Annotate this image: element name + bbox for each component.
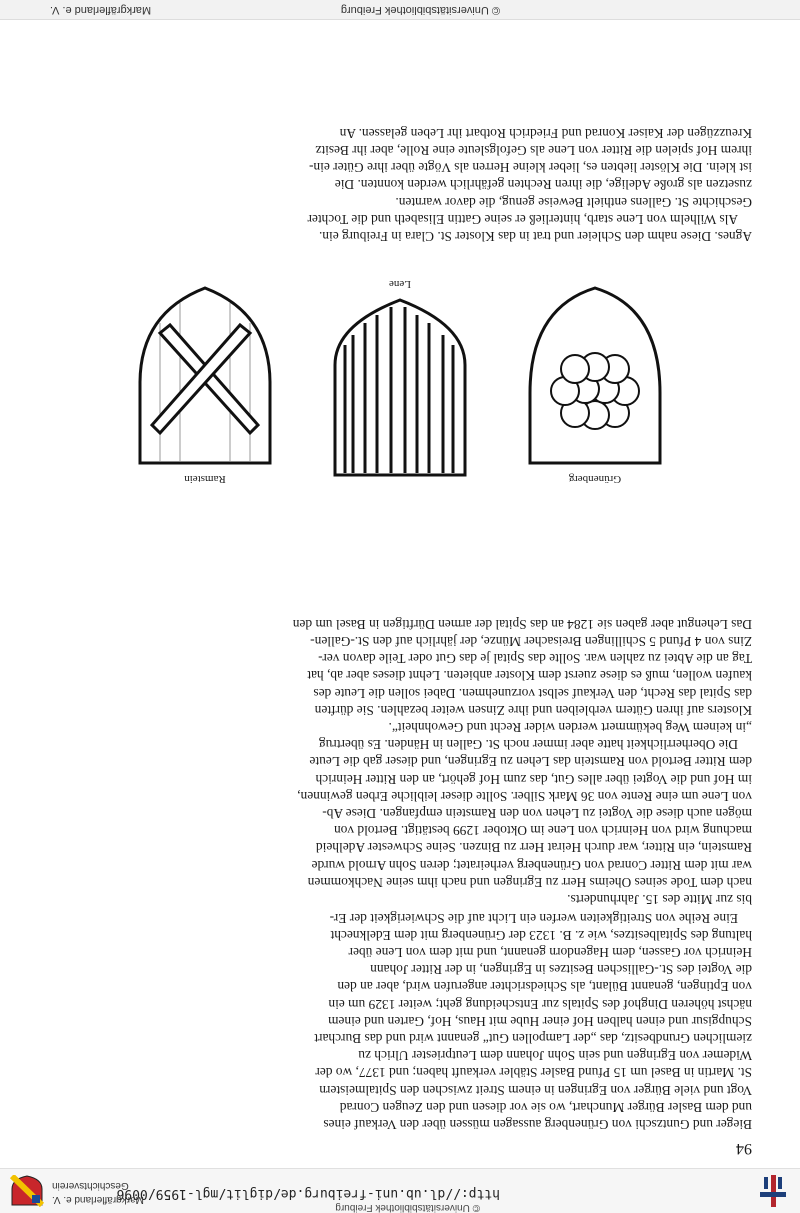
caption-ramstein: Ramstein — [184, 473, 226, 485]
text-line: Kreuzzügen der Kaiser Konrad und Friedrich Rotbart ihr Leben gelassen. An — [339, 125, 752, 141]
text-line: ziemlichen Grundbesitz, das „der Lampollen Gut“ genannt wird und das Burchart — [314, 1030, 752, 1046]
text-line: Widemer von Egringen und sein Sohn Johann dem Leutpriester Ulrich zu — [358, 1048, 752, 1064]
text-line: von Eptingen, genannt Bülant, als Schiedsrichter angerufen wird, aber an den — [337, 979, 752, 995]
text-block-bottom — [48, 125, 752, 245]
text-line: St. Martin in Basel um 15 Pfund Basler Stäbler verkauft haben; und 1377, wo der — [315, 1065, 752, 1081]
text-line: Tag an die Abtei zu zahlen war. Sollte das Spital je das Gut oder Teile davon ver- — [318, 651, 752, 667]
text-line: Vogt und viele Bürger von Egringen in einem Streit zwischen den Spitalmeistern — [319, 1082, 752, 1098]
text-line: bis zur Mitte des 15. Jahrhunderts. — [567, 892, 752, 907]
text-line: von Lene um eine Rente von 36 Mark Silber. Sollte dieser leibliche Erben gewinnen, — [297, 788, 752, 804]
text-line: mögen auch diese die Vogtei zu Lehen von den Ramstein empfangen. Diese Ab- — [322, 805, 752, 821]
lene-shield-icon — [325, 295, 475, 485]
text-line: Ramstein, ein Ritter, war durch Heirat Herr zu Binzen. Seine Schwester Adelheid — [315, 840, 752, 856]
geschichtsverein-crest-icon — [10, 1175, 44, 1207]
text-block-mid — [48, 616, 752, 908]
ramstein-shield-icon — [130, 283, 280, 473]
text-line: haltung des Spitalbesitzes, wie z. B. 1323 der Grünenberg mit dem Edelknecht — [330, 927, 752, 943]
text-line: und dem Basler Bürger Munchart, wo sie vor diesen und den Zeugen Conrad — [339, 1099, 752, 1115]
text-line: Zins von 4 Pfund 5 Schillingen Breisacher Münze, der jährlich auf den St.-Gallen- — [310, 633, 752, 649]
org-name-line1: Markgräflerland e. V. — [52, 1194, 144, 1205]
text-line: Das Lehengut aber gaben sie 1284 an das Spital der armen Dürftigen in Basel um den — [292, 616, 752, 632]
text-line: dem Ritter Bertold von Ramstein das Lehen zu Egringen, und dieser gab die Leute — [309, 754, 752, 770]
text-line: das Spital das Recht, den Verkauf selbst vorzunehmen. Dabei sollen die Leute des — [313, 685, 752, 701]
page-number: 94 — [736, 1140, 752, 1157]
text-line: Heinrich vor Gassen, dem Hagendorn genannt, und mit dem von Lene über — [348, 944, 752, 960]
gruenenberg-shield-icon — [520, 283, 670, 473]
shield-gruenenberg — [510, 278, 680, 485]
text-line: kaufen wollen, muß es diese zuerst dem Kloster anbieten. Lehnt dieses aber ab, hat — [307, 668, 752, 684]
copyright-text: © Universitätsbibliothek Freiburg — [335, 1202, 480, 1213]
text-line: nächst höheren Dinghof des Spitals zur Entscheidung geht; weiter 1329 um ein — [328, 996, 752, 1012]
document-url[interactable]: http://dl.ub.uni-freiburg.de/diglit/mgl-1959/0096 — [116, 1186, 500, 1201]
text-line: Als Wilhelm von Lene starb, hinterließ er seine Gattin Elisabeth und die Tochter — [307, 211, 738, 227]
caption-gruenenberg: Grünenberg — [568, 473, 622, 485]
text-line: Agnes. Diese nahm den Schleier und trat in das Kloster St. Clara in Freiburg ein. — [319, 229, 752, 244]
text-line: Bieger und Guntzschi von Grünenberg aussagen müssen über den Verkauf eines — [323, 1117, 752, 1132]
viewer-footer — [0, 0, 800, 20]
shield-ramstein — [120, 278, 290, 485]
text-line: Die Oberherrlichkeit hatte aber immer noch St. Gallen in Händen. Es übertrug — [318, 737, 738, 753]
viewer-header — [0, 1168, 800, 1213]
text-line: die Vogtei des St.-Gallischen Besitzes in Egringen, in der Ritter Johann — [370, 962, 752, 978]
shield-lene — [315, 278, 485, 485]
text-line: Schupgisur und einen halben Hof einer Hube mit Haus, Hof, Garten und einem — [328, 1013, 752, 1029]
caption-lene: Lene — [389, 278, 411, 290]
org-name-line2: Geschichtsverein — [52, 1180, 129, 1191]
footer-copyright: © Universitätsbibliothek Freiburg — [340, 4, 500, 16]
text-line: war mit dem Ritter Conrad von Grünenberg verheiratet; deren Sohn Arnold wurde — [311, 857, 752, 873]
coats-of-arms — [120, 278, 680, 485]
text-line: Eine Reihe von Streitigkeiten werfen ein Licht auf die Schwierigkeit der Er- — [329, 910, 738, 926]
text-line: ihrem Hof spielen die Ritter von Lene als Gefolgsleute eine Rolle, aber ihr Besitz — [315, 142, 752, 158]
text-line: nach dem Tode seines Oheims Herr zu Egringen und nach ihm seine Nachkommen — [307, 874, 752, 890]
text-line: Geschichte St. Gallens enthielt Beweise genug, die davor warnten. — [395, 194, 752, 210]
text-line: „in keinem Weg bekümmert werden wider Recht und Gewohnheit“. — [388, 719, 752, 735]
text-block-top — [48, 909, 752, 1133]
ub-freiburg-logo-icon — [756, 1173, 790, 1209]
text-line: im Hof und die Vogtei über alles Gut, das zum Hof gehört, an den Ritter Heinrich — [315, 771, 752, 787]
footer-org: Markgräflerland e. V. — [50, 4, 152, 16]
text-line: zusetzen als große Adelige, die ihren Rechten gefährlich werden konnten. Die — [334, 177, 752, 193]
text-line: Klosters auf ihren Gütern verbleiben und ihre Zinsen weiter bezahlen. Sie dürften — [314, 702, 752, 718]
text-line: ist klein. Die Klöster liebten es, lieber kleine Herren als Vögte über ihre Güter ein- — [309, 160, 752, 176]
text-line: machung wird von Heinrich von Lene im Oktober 1299 bestätigt. Bertold von — [334, 823, 752, 839]
